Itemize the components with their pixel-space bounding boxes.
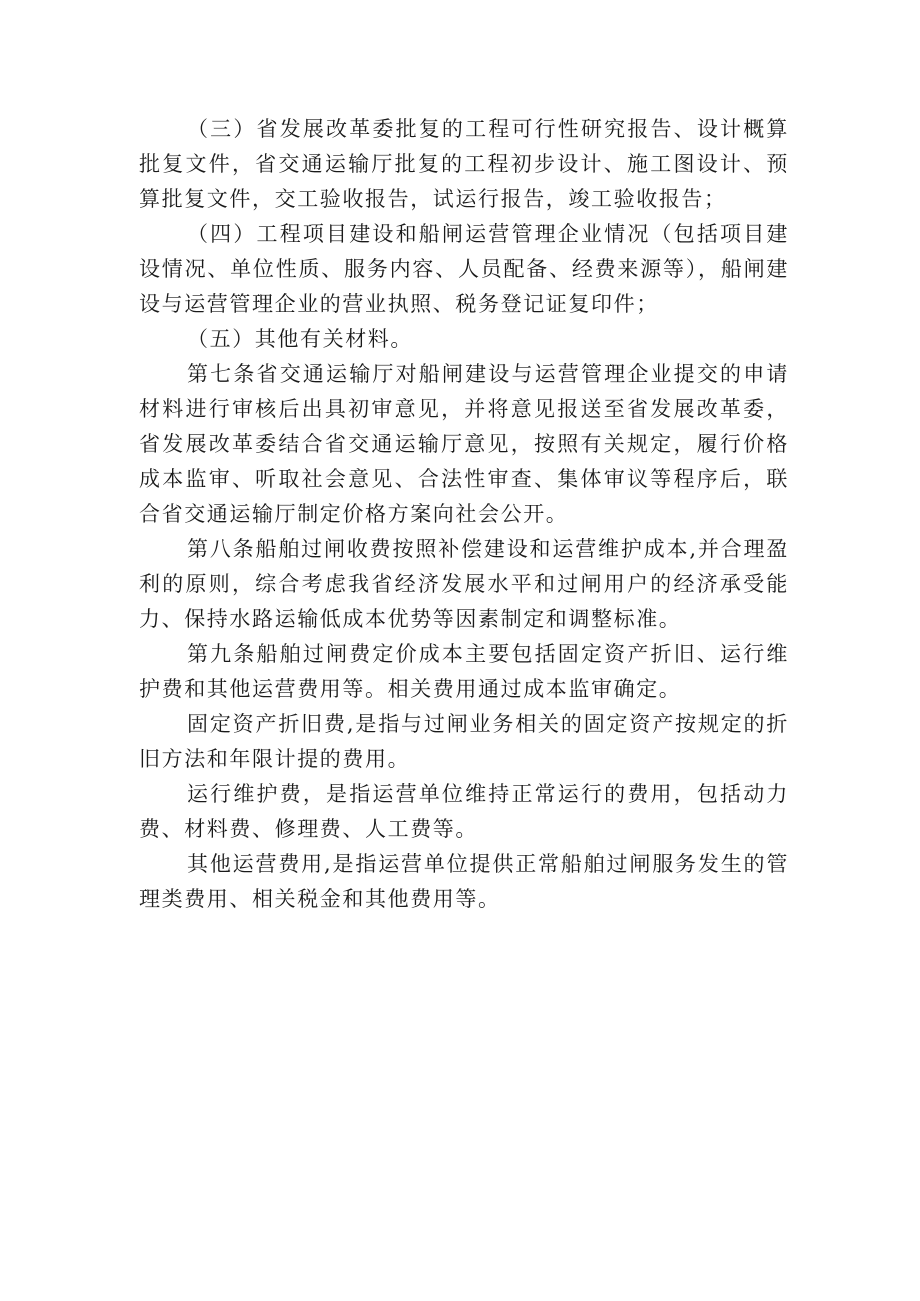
paragraph-item-4: （四）工程项目建设和船闸运营管理企业情况（包括项目建设情况、单位性质、服务内容、人员配备、经费来源等），船闸建设与运营管理企业的营业执照、税务登记证复印件； xyxy=(139,222,789,316)
article-8: 第八条船舶过闸收费按照补偿建设和运营维护成本,并合理盈利的原则，综合考虑我省经济发展水平和过闸用户的经济承受能力、保持水路运输低成本优势等因素制定和调整标准。 xyxy=(139,537,789,631)
definition-maintenance: 运行维护费，是指运营单位维持正常运行的费用，包括动力费、材料费、修理费、人工费等。 xyxy=(139,782,789,841)
paragraph-item-5: （五）其他有关材料。 xyxy=(187,327,413,351)
definition-depreciation: 固定资产折旧费,是指与过闸业务相关的固定资产按规定的折旧方法和年限计提的费用。 xyxy=(139,712,789,771)
article-7: 第七条省交通运输厅对船闸建设与运营管理企业提交的申请材料进行审核后出具初审意见，并将意见报送至省发展改革委，省发展改革委结合省交通运输厅意见，按照有关规定，履行价格成本监审、听取社会意见、合法性审查、集体审议等程序后，联合省交通运输厅制定价格方案向社会公开。 xyxy=(139,362,789,526)
article-9: 第九条船舶过闸费定价成本主要包括固定资产折旧、运行维护费和其他运营费用等。相关费用通过成本监审确定。 xyxy=(139,642,789,701)
document-body xyxy=(139,112,789,917)
paragraph-item-3: （三）省发展改革委批复的工程可行性研究报告、设计概算批复文件，省交通运输厅批复的工程初步设计、施工图设计、预算批复文件，交工验收报告，试运行报告，竣工验收报告； xyxy=(139,117,789,211)
definition-other-costs: 其他运营费用,是指运营单位提供正常船舶过闸服务发生的管理类费用、相关税金和其他费用等。 xyxy=(139,852,789,911)
